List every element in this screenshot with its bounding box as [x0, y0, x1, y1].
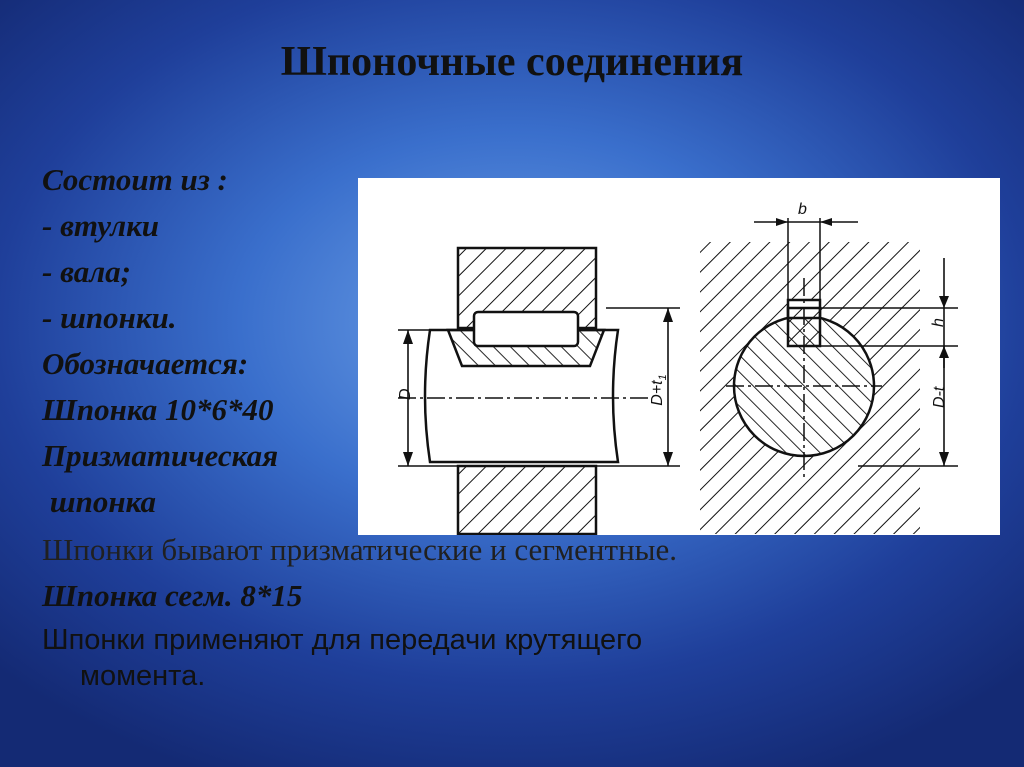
label-D-minus-t: D-t	[931, 386, 948, 408]
text-consists-of: Состоит из :	[42, 162, 228, 197]
text-key-word: шпонка	[42, 484, 156, 519]
svg-text:D+t1	[649, 374, 669, 405]
label-D: D	[397, 388, 414, 400]
side-view	[397, 248, 680, 534]
text-key-types: Шпонки бывают призматические и сегментные.	[42, 532, 678, 567]
text-key-purpose: Шпонки применяют для передачи крутящего	[42, 624, 643, 656]
key-joint-drawing	[358, 178, 1000, 535]
key-side	[474, 312, 578, 346]
text-torque: момента.	[80, 660, 206, 692]
key-joint-svg	[358, 178, 1000, 535]
label-b: b	[798, 201, 807, 218]
text-bushing: - втулки	[42, 208, 160, 243]
text-shaft: - вала;	[42, 254, 131, 289]
label-D-plus-t: D+t	[649, 380, 666, 406]
text-segment-key: Шпонка сегм. 8*15	[42, 578, 303, 613]
text-designation: Обозначается:	[42, 346, 249, 381]
text-key-size: Шпонка 10*6*40	[42, 392, 274, 427]
hub-bottom	[458, 466, 596, 534]
text-prismatic: Призматическая	[42, 438, 279, 473]
label-h: h	[930, 318, 947, 327]
label-t1-subscript: 1	[657, 374, 669, 381]
slide-title: Шпоночные соединения	[280, 39, 744, 85]
text-key: - шпонки.	[42, 300, 177, 335]
section-view	[700, 201, 958, 534]
